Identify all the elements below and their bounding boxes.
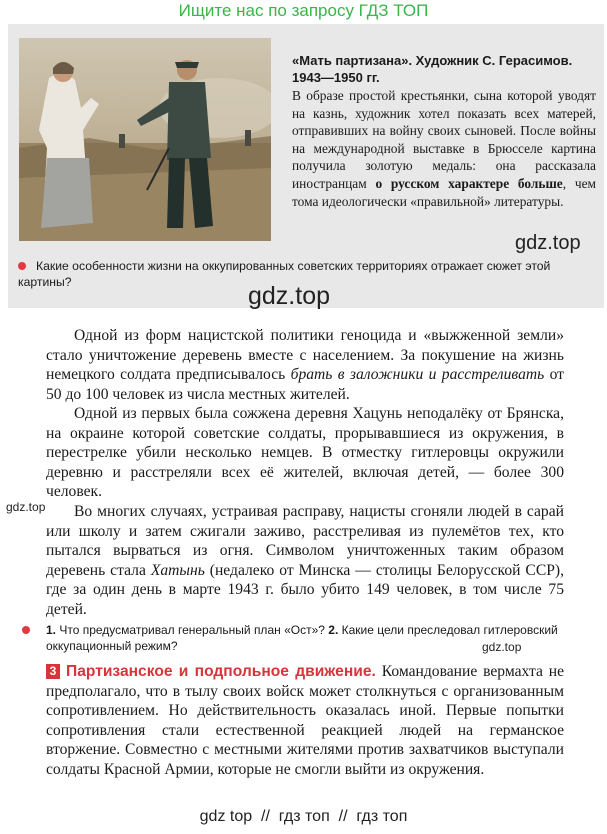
bullet-icon (22, 626, 30, 634)
paragraph-3 (46, 502, 564, 619)
section-number-badge: 3 (46, 664, 60, 679)
watermark-box: gdz.top (515, 232, 581, 254)
question-1-text: Что предусматривал генеральный план «Ост»? (59, 623, 325, 637)
paragraph-2-text: Одной из первых была сожжена деревня Хацунь неподалёку от Брянска, на окраине которой советские солдаты, прорывавшиеся из окружения, в перестрелке убили несколько немцев. В отместку гитлеровцы окружили деревню и расстреляли всех её жителей, включая детей, — более 300 человек. (46, 405, 564, 500)
question-2-text: Какие цели преследовал гитлеровский оккупационный режим? (46, 623, 558, 653)
caption-text-bold: о русском характере больше (375, 175, 563, 191)
paragraph-1-italic: брать в заложники и расстреливать (290, 366, 545, 383)
section-3 (46, 662, 564, 779)
caption-text-part-2: , чем тома идеологически «правильной» литературы. (292, 175, 596, 209)
caption-title: «Мать партизана». Художник С. Герасимов. 1943—1950 гг. (292, 53, 573, 85)
watermark-right: gdz.top (482, 640, 522, 654)
top-banner: Ищите нас по запросу ГДЗ ТОП (178, 1, 429, 20)
paragraph-3-part-1: Во многих случаях, устраивая расправу, нацисты сгоняли людей в сарай или школу и затем сжигали заживо, расстреливая из пулемётов тех, кто пытался вырваться из огня. Символом уничтоженных таким образом деревень стала (46, 503, 564, 579)
question-number-2: 2. (328, 623, 339, 637)
section-title: Партизанское и подпольное движение. (66, 663, 376, 680)
question-painting-text: Какие особенности жизни на оккупированных советских территориях отражает сюжет этой картины? (18, 259, 551, 289)
paragraph-1-part-1: Одной из форм нацистской политики геноцида и «выжженной земли» стало уничтожение деревень вместе с населением. За покушение на жизнь немецкого солдата предписывалось (46, 327, 564, 383)
paragraph-3-italic: Хатынь (150, 561, 205, 579)
bottom-banner: gdz top // гдз топ // гдз топ (199, 808, 408, 825)
section-text: Командование вермахта не предполагало, что в тылу своих войск может столкнуться с организованным сопротивлением. Но действительность оказалась иной. Первые попытки сопротивления стали естественной реакцией людей на германское вторжение. Совместно с местными жителями против захватчиков выступали солдаты Красной Армии, которые не смогли выйти из окружения. (46, 663, 564, 778)
painting-mother-partisan (19, 38, 271, 241)
paragraph-1-part-2: от 50 до 100 человек из числа местных жителей. (46, 366, 564, 403)
paragraph-3-part-2: (недалеко от Минска — столицы Белорусской ССР), где за один день в марте 1943 г. было убито 149 человек, в том числе 75 детей. (46, 561, 564, 618)
caption-text (292, 87, 596, 210)
watermark-center: gdz.top (248, 282, 331, 310)
caption-text-part-1: В образе простой крестьянки, сына которой уводят на казнь, художник хотел показать всех матерей, отправивших на войну своих сыновей. После войны на международной выставке в Брюсселе картина получила золотую медаль: она рассказала иностранцам (292, 88, 596, 191)
question-number-1: 1. (46, 623, 57, 637)
paragraph-2 (46, 404, 564, 502)
paragraph-1 (46, 326, 564, 404)
bullet-icon (18, 262, 26, 270)
watermark-left: gdz.top (6, 500, 46, 514)
painting-image (19, 38, 271, 241)
